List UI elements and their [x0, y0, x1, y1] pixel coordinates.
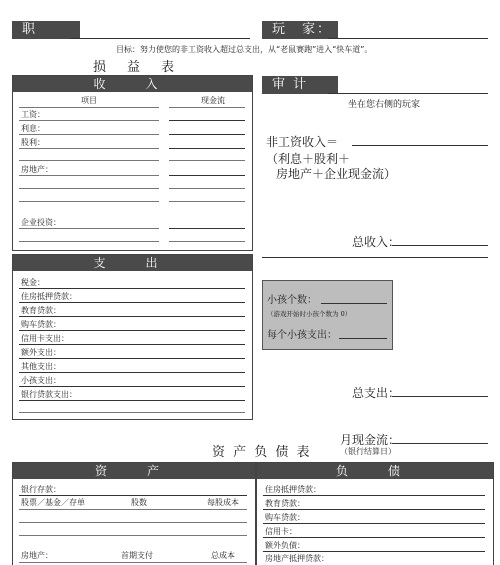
child-count-label: 小孩个数：: [267, 295, 317, 306]
auditor-field[interactable]: [328, 93, 488, 94]
balance-sheet-title: 资 产 负 债 表: [212, 445, 312, 460]
savings-field[interactable]: [19, 495, 247, 496]
player-field[interactable]: [328, 38, 488, 39]
auditor-divider: [262, 257, 488, 258]
passive-income-label: 非工资收入＝: [266, 135, 339, 149]
total-income-field[interactable]: [392, 245, 488, 246]
income-col-cashflow: 现金流: [201, 96, 225, 105]
auditor-header: [262, 76, 338, 110]
school-loan-payment-field[interactable]: [19, 316, 245, 317]
liability-car-loan-field[interactable]: [263, 523, 485, 524]
occupation-header: [12, 21, 80, 55]
formula-line1: （利息＋股利＋: [266, 152, 351, 166]
goal-text: 目标：努力使您的非工资收入超过总支出，从“老鼠赛跑”进入“快车道”。: [116, 45, 373, 54]
liability-row-school-loan: 教育贷款：: [265, 499, 305, 508]
bank-loan-payment-field[interactable]: [19, 400, 245, 401]
per-child-field[interactable]: [339, 338, 387, 339]
stock-col-cost: 每股成本: [207, 498, 239, 507]
child-count-note: （游戏开始时小孩个数为 0）: [267, 310, 352, 318]
formula-line2: 房地产＋企业现金流）: [276, 167, 397, 181]
income-box: [12, 75, 253, 251]
dividends-field[interactable]: [169, 148, 245, 149]
tax-field[interactable]: [19, 288, 245, 289]
other-expense-field[interactable]: [19, 372, 245, 373]
occupation-label: 职 业：: [22, 22, 53, 55]
expense-row-tax: 税金：: [21, 278, 45, 287]
income-col-item: 项目: [81, 96, 97, 105]
income-title: 收 入: [13, 76, 252, 92]
expense-row-extra: 额外支出：: [21, 348, 61, 357]
credit-card-payment-field[interactable]: [19, 344, 245, 345]
monthly-cashflow-label: 月现金流：: [340, 433, 401, 447]
business-income-field[interactable]: [169, 228, 245, 229]
expense-row-child: 小孩支出：: [21, 376, 61, 385]
total-income-label: 总收入：: [352, 235, 401, 249]
re-col-name: 房地产：: [21, 551, 53, 560]
income-row-dividends: 股利：: [21, 138, 45, 147]
monthly-cashflow-note: （银行结算日）: [340, 447, 396, 456]
total-expense-label: 总支出：: [352, 386, 401, 400]
liability-row-re-mortgage: 房地产抵押贷款：: [265, 554, 329, 563]
passive-income-field[interactable]: [352, 145, 488, 146]
extra-expense-field[interactable]: [19, 358, 245, 359]
liability-row-credit-card: 信用卡：: [265, 527, 297, 536]
child-count-field[interactable]: [321, 303, 387, 304]
savings-label: 银行存款：: [21, 485, 61, 494]
real-estate-income-field[interactable]: [169, 175, 245, 176]
salary-field[interactable]: [169, 120, 245, 121]
player-header: [262, 21, 338, 39]
player-label: 玩 家：: [272, 22, 333, 37]
children-box: [262, 280, 393, 350]
liability-school-loan-field[interactable]: [263, 509, 485, 510]
stock-col-name: 股票／基金／存单: [21, 498, 85, 507]
liability-row-mortgage: 住房抵押贷款：: [265, 485, 321, 494]
income-row-interest: 利息：: [21, 124, 45, 133]
liability-row-extra: 额外负债：: [265, 541, 305, 550]
liability-credit-card-field[interactable]: [263, 537, 485, 538]
income-row-salary: 工资：: [21, 110, 45, 119]
liabilities-box: [256, 462, 494, 565]
car-loan-payment-field[interactable]: [19, 330, 245, 331]
liability-row-car-loan: 购车贷款：: [265, 513, 305, 522]
child-expense-field[interactable]: [19, 386, 245, 387]
expenses-title: 支 出: [13, 255, 252, 271]
expense-row-credit-card: 信用卡支出：: [21, 334, 69, 343]
assets-box: [12, 462, 256, 565]
expense-row-mortgage: 住房抵押贷款：: [21, 292, 77, 301]
per-child-label: 每个小孩支出：: [267, 330, 337, 341]
income-statement-title: 损 益 表: [93, 60, 179, 75]
occupation-field[interactable]: [70, 38, 250, 39]
auditor-subtitle: 坐在您右侧的玩家: [348, 100, 421, 110]
re-col-down-payment: 首期支付: [121, 551, 153, 560]
monthly-cashflow-field[interactable]: [392, 443, 488, 444]
expense-row-other: 其他支出：: [21, 362, 61, 371]
income-row-business: 企业投资：: [21, 218, 61, 227]
stock-col-shares: 股数: [131, 498, 147, 507]
expenses-box: [12, 254, 253, 420]
expense-row-school-loan: 教育贷款：: [21, 306, 61, 315]
liabilities-title: 负 债: [257, 463, 493, 479]
auditor-label: 审 计 师：: [272, 77, 309, 110]
liability-extra-field[interactable]: [263, 551, 485, 552]
re-col-cost: 总成本: [211, 551, 235, 560]
assets-title: 资 产: [13, 463, 255, 479]
income-row-real-estate: 房地产：: [21, 165, 53, 174]
mortgage-payment-field[interactable]: [19, 302, 245, 303]
liability-mortgage-field[interactable]: [263, 495, 485, 496]
total-expense-field[interactable]: [392, 396, 488, 397]
expense-row-car-loan: 购车贷款：: [21, 320, 61, 329]
interest-field[interactable]: [169, 134, 245, 135]
expense-row-bank-loan: 银行贷款支出：: [21, 390, 77, 399]
